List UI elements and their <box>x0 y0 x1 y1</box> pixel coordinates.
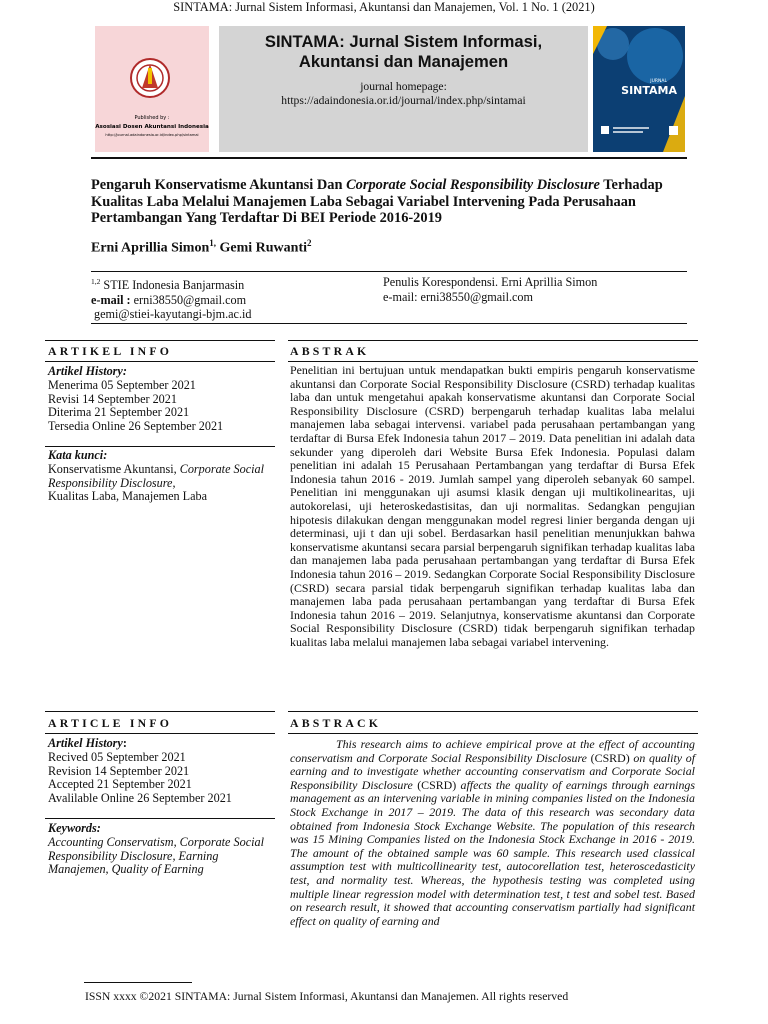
en-abstract-text: This research aims to achieve empirical prove at the effect of accounting conservatism and Corporate Social Responsibility Disclosure (CSRD) on quality of earning and to investigate whether accounting conservatism and Corporate Social Responsibility Disclosure (CSRD) affects the quality of earnings through earnings management as an intervening variable in mining companies listed on the Indonesia Stock Exchange in 2017 – 2019. The data of this research was secondary data obtained from Indonesia Stock Exchange Website. The population of this research was 15 Mining Companies listed on the Indonesia Stock Exchange in 2016 - 2019. The amount of the obtained sample was 60 sample. This research used classical assumption test with multicollinearity test, autocorellation test, heteroscedasticity test, and normality test. Whereas, the hypothesis testing was completed using multiple linear regression model with determination test, t test and sobel test. Based on research result, it showed that accounting conservatism partially had significant effect on quality of earning and <box>290 737 695 928</box>
id-abstract-rule-top <box>288 340 698 341</box>
corr-email[interactable]: e-mail: erni38550@gmail.com <box>383 289 533 304</box>
id-history: Artikel History: Menerima 05 September 2021 Revisi 14 September 2021 Diterima 21 September 2021 Tersedia Online 26 September 2021 <box>48 364 224 434</box>
footnote-rule <box>84 982 192 983</box>
publisher-logo <box>95 26 209 152</box>
journal-title-box <box>219 26 588 152</box>
id-abstract-heading: ABSTRAK <box>290 344 370 358</box>
affiliation-rule-bottom <box>91 323 687 324</box>
cover-small-label: JURNAL <box>650 79 667 84</box>
corresponding-author: Penulis Korespondensi. Erni Aprillia Simon e-mail: erni38550@gmail.com <box>383 275 598 304</box>
id-info-rule <box>45 361 275 362</box>
en-history: Artikel History: Recived 05 September 2021 Revision 14 September 2021 Accepted 21 September 2021 Avalilable Online 26 September 2021 <box>48 736 232 806</box>
header-rule <box>91 157 687 159</box>
authors: Erni Aprillia Simon$^{1,}$ Gemi Ruwanti$^2$ <box>91 238 312 256</box>
id-info-rule-top <box>45 340 275 341</box>
en-info-rule <box>45 733 275 734</box>
publisher-url: http://journal.adaindonesia.or.id/index.php/sintamai <box>105 133 199 137</box>
homepage-link[interactable]: https://adaindonesia.or.id/journal/index.php/sintamai <box>281 94 526 107</box>
globe-icon <box>627 28 683 84</box>
article-title: Pengaruh Konservatisme Akuntansi Dan Corporate Social Responsibility Disclosure Terhadap Kualitas Laba Melalui Manajemen Laba Sebagai Variabel Intervening Pada Perusahaan Pertambangan Yang Terdaftar Di BEI Periode 2016-2019 <box>91 177 663 227</box>
email-link-1[interactable]: erni38550@gmail.com <box>133 292 247 307</box>
footer-copyright: ISSN xxxx ©2021 SINTAMA: Jurnal Sistem Informasi, Akuntansi dan Manajemen. All rights reserved <box>85 990 569 1003</box>
email-link-2[interactable]: gemi@stiei-kayutangi-bjm.ac.id <box>94 307 252 322</box>
en-info-heading: ARTICLE INFO <box>48 716 173 730</box>
running-head: SINTAMA: Jurnal Sistem Informasi, Akuntansi dan Manajemen, Vol. 1 No. 1 (2021) <box>173 0 595 14</box>
id-info-heading: ARTIKEL INFO <box>48 344 173 358</box>
en-abstract-rule-top <box>288 711 698 712</box>
affiliation: $^{1,2}$ STIE Indonesia Banjarmasin e-mail : erni38550@gmail.com gemi@stiei-kayutangi-bjm.ac.id <box>91 277 252 322</box>
en-abstract-rule <box>288 733 698 734</box>
en-keywords-rule <box>45 818 275 819</box>
id-abstract-rule <box>288 361 698 362</box>
publisher-text: Published by : <box>134 115 170 121</box>
id-keywords: Kata kunci: Konservatisme Akuntansi, Corporate Social Responsibility Disclosure, Kualitas Laba, Manajemen Laba <box>48 448 264 504</box>
journal-homepage: journal homepage: https://adaindonesia.or.id/journal/index.php/sintamai <box>219 80 588 108</box>
en-abstract-heading: ABSTRACK <box>290 716 382 730</box>
id-keywords-rule <box>45 446 275 447</box>
cover-title: SINTAMA <box>621 84 677 97</box>
journal-title: SINTAMA: Jurnal Sistem Informasi, Akuntansi dan Manajemen <box>264 32 543 71</box>
qr-code-icon <box>669 126 678 135</box>
journal-cover <box>593 26 685 152</box>
affiliation-rule-top <box>91 271 687 272</box>
id-abstract-text: Penelitian ini bertujuan untuk mendapatkan bukti empiris pengaruh konservatisme akuntansi dan Corporate Social Responsibility Disclosure (CSRD) terhadap kualitas laba dan untuk mengetahui apakah konservatisme akuntansi dan Corporate Social Responsibility Disclosure (CSRD) berpengaruh terhadap kualitas laba melalui manajemen laba sebagai intervensi. variabel pada perusahaan pertambangan yang terdaftar di Bursa Efek Indonesia tahun 2017 – 2019. Data penelitian ini adalah data sekunder yang diperoleh dari Website Bursa Efek Indonesia. Populasi dalam penelitian ini adalah 15 Perusahaan Pertambangan yang terdaftar di Bursa Efek Indonesia tahun 2016 - 2019. Jumlah sampel yang diperoleh sebanyak 60 sampel. Penelitian ini menggunakan uji asumsi klasik dengan uji multikolinearitas, uji autokorelasi, uji heteroskedastisitas, dan uji normalitas. Sedangkan pengujian hipotesis dilakukan dengan menggunakan model regresi linier berganda dengan uji determinasi, uji t dan uji sobel. Berdasarkan hasil penelitian menunjukkan bahwa konservatisme akuntansi secara parsial berpengaruh signifikan terhadap kualitas laba dan manajemen laba pada perusahaan pertambangan yang terdaftar di Bursa Efek Indonesia tahun 2016 – 2019. Sedangkan Corporate Social Responsibility Disclosure (CSRD) secara parsial tidak berpengaruh signifikan terhadap kualitas laba dan manajemen laba pada perusahaan pertambangan yang terdaftar di Bursa Efek Indonesia tahun 2016 – 2019. Selanjutnya, konservatisme akuntansi dan Corporate Social Responsibility Disclosure (CSRD) tidak berpengaruh signifikan terhadap kualitas laba melalui manajemen laba sebagai variabel intervening. <box>290 363 695 649</box>
en-info-rule-top <box>45 711 275 712</box>
en-keywords: Keywords: Accounting Conservatism, Corporate Social Responsibility Disclosure, Earning Manajemen, Quality of Earning <box>48 821 264 877</box>
publisher-name: Asosiasi Dosen Akuntansi Indonesia <box>95 124 209 130</box>
